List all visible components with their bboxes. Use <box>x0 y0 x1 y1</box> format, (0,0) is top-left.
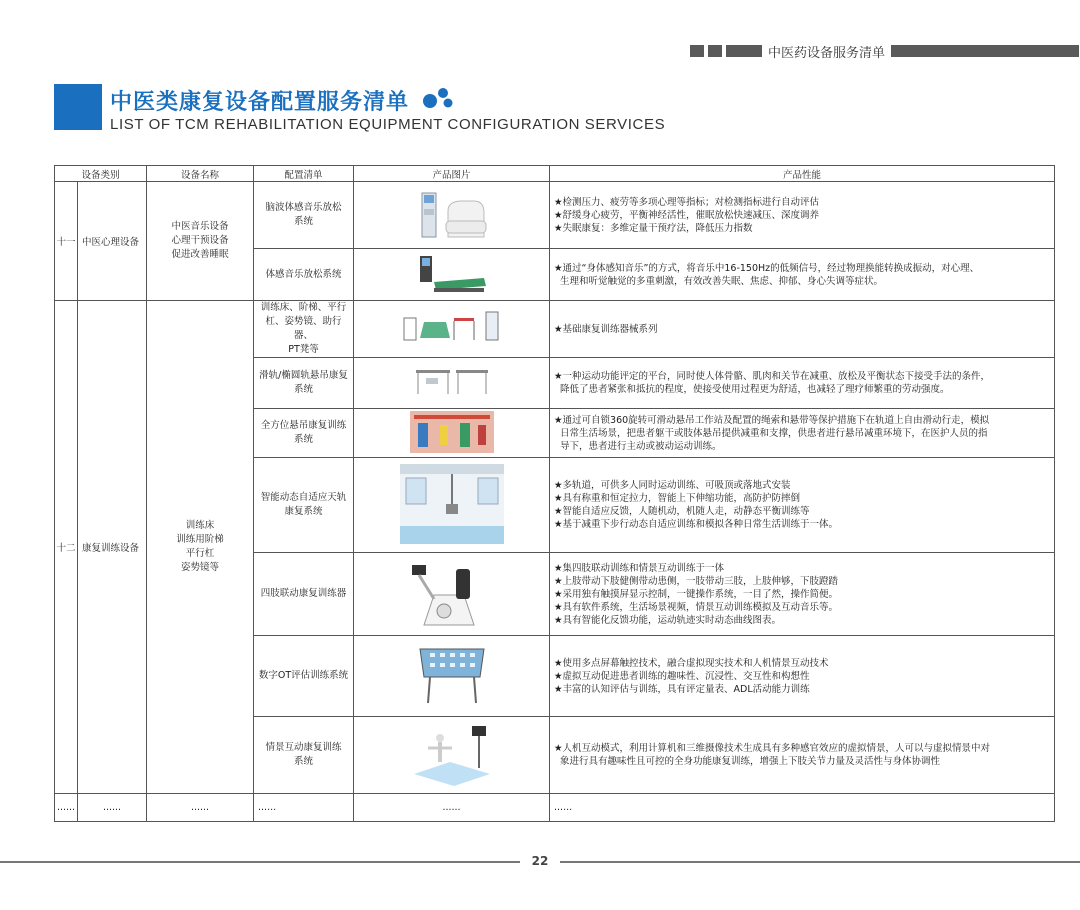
product-image <box>354 458 550 553</box>
performance-line: 象进行具有趣味性且可控的全身功能康复训练，增强上下肢关节力量及灵活性与身体协调性 <box>554 756 941 767</box>
performance-line: ★具有称重和恒定拉力，智能上下伸缩功能，高防护防摔倒 <box>554 493 801 504</box>
title-accent-block <box>54 84 102 130</box>
performance-line: 日常生活场景，把患者躯干或肢体悬吊提供减重和支撑，供患者进行悬吊减重环境下，在医护人员的指 <box>554 427 988 439</box>
performance-line: ★检测压力、疲劳等多项心理等指标；对检测指标进行自动评估 <box>554 196 820 208</box>
ellipsis-row <box>55 794 1055 822</box>
device-name: 中医音乐设备 心理干预设备 促进改善睡眠 <box>147 182 254 301</box>
table-row <box>55 301 1055 358</box>
ellipsis-cell: ...... <box>354 794 550 822</box>
config-item: 体感音乐放松系统 <box>254 249 354 301</box>
header-image: 产品图片 <box>354 166 550 182</box>
product-image <box>354 182 550 249</box>
performance-line: 生理和听觉触觉的多重刺激，有效改善失眠、焦虑、抑郁、身心失调等症状。 <box>554 275 884 287</box>
config-item: 滑轨/椭圆轨悬吊康复 系统 <box>254 358 354 409</box>
interactive-scene-icon <box>410 722 494 789</box>
ellipsis-cell: ...... <box>55 794 78 822</box>
ellipsis-cell: ...... <box>78 794 147 822</box>
performance-line: ★采用独有触摸屏显示控制，一键操作系统，一目了然，操作简便。 <box>554 588 839 600</box>
training-equipment-set-icon <box>402 308 502 351</box>
config-item: 脑波体感音乐放松 系统 <box>254 182 354 249</box>
rail-suspension-icon <box>412 366 492 401</box>
product-image <box>354 553 550 636</box>
ot-table-icon <box>410 643 494 710</box>
product-performance <box>550 358 1055 409</box>
performance-line: ★使用多点屏幕触控技术，融合虚拟现实技术和人机情景互动技术 <box>554 657 829 669</box>
page-number: 22 <box>531 854 549 868</box>
section-header <box>690 44 1079 61</box>
config-item: 训练床、阶梯、平行 杠、姿势镜、助行器、 PT凳等 <box>254 301 354 358</box>
product-performance <box>550 553 1055 636</box>
header-performance: 产品性能 <box>550 166 1055 182</box>
config-item: 智能动态自适应天轨 康复系统 <box>254 458 354 553</box>
group-category: 中医心理设备 <box>78 182 147 301</box>
performance-line: ★虚拟互动促进患者训练的趣味性、沉浸性、交互性和构想性 <box>554 670 810 682</box>
equipment-table <box>54 165 1055 822</box>
performance-line: 导下，患者进行主动或被动运动训练。 <box>554 440 722 452</box>
performance-line: ★舒缓身心疲劳，平衡神经活性，催眠放松快速减压、深度调养 <box>554 209 820 221</box>
product-image <box>354 409 550 458</box>
product-image <box>354 249 550 301</box>
group-number: 十一 <box>55 182 78 301</box>
config-item: 四肢联动康复训练器 <box>254 553 354 636</box>
header-config: 配置清单 <box>254 166 354 182</box>
performance-line: ★通过可自锁360旋转可滑动悬吊工作站及配置的绳索和悬带等保护措施下在轨道上自由滑动行走，模拟 <box>554 414 990 426</box>
performance-line: ★具有软件系统，生活场景视频，情景互动训练模拟及互动音乐等。 <box>554 601 839 613</box>
performance-line: ★具有智能化反馈功能，运动轨迹实时动态曲线图表。 <box>554 614 782 626</box>
product-image <box>354 717 550 794</box>
performance-line: ★人机互动模式，利用计算机和三维摄像技术生成具有多种感官效应的虚拟情景，人可以与虚拟情景中对 <box>554 743 991 754</box>
performance-line: ★多轨道，可供多人同时运动训练、可吸顶或落地式安装 <box>554 480 791 491</box>
table-row <box>55 182 1055 249</box>
header-bar-3 <box>726 45 762 57</box>
performance-line: ★失眠康复：多维定量干预疗法，降低压力指数 <box>554 222 753 234</box>
page-subtitle: LIST OF TCM REHABILITATION EQUIPMENT CONFIGURATION SERVICES <box>110 116 666 133</box>
product-performance <box>550 249 1055 301</box>
ellipsis-cell: ...... <box>254 794 354 822</box>
config-item: 全方位悬吊康复训练 系统 <box>254 409 354 458</box>
product-performance <box>550 301 1055 358</box>
section-label: 中医药设备服务清单 <box>768 45 886 61</box>
footer-line-left <box>0 861 520 863</box>
config-item: 数字OT评估训练系统 <box>254 636 354 717</box>
product-image <box>354 358 550 409</box>
product-performance <box>550 636 1055 717</box>
config-item: 情景互动康复训练 系统 <box>254 717 354 794</box>
product-performance <box>550 409 1055 458</box>
product-image <box>354 301 550 358</box>
performance-line: ★上肢带动下肢健侧带动患侧，一肢带动三肢，上肢伸够，下肢蹬踏 <box>554 575 839 587</box>
performance-line: ★基础康复训练器械系列 <box>554 323 658 335</box>
group-number: 十二 <box>55 301 78 794</box>
performance-line: ★基于减重下步行动态自适应训练和模拟各种日常生活训练于一体。 <box>554 519 839 530</box>
performance-line: ★丰富的认知评估与训练，具有评定量表、ADL活动能力训练 <box>554 683 810 695</box>
limb-trainer-icon <box>404 555 500 634</box>
suspension-room-icon <box>410 411 494 456</box>
header-device-name: 设备名称 <box>147 166 254 182</box>
performance-line: 降低了患者紧张和抵抗的程度，使接受使用过程更为舒适，也减轻了理疗师繁重的劳动强度。 <box>554 384 950 395</box>
group-category: 康复训练设备 <box>78 301 147 794</box>
performance-line: ★集四肢联动训练和情景互动训练于一体 <box>554 562 725 574</box>
music-relax-chair-icon <box>412 185 492 246</box>
performance-line: ★智能自适应反馈，人随机动，机随人走，动静态平衡训练等 <box>554 506 810 517</box>
header-bar-2 <box>708 45 722 57</box>
product-performance <box>550 182 1055 249</box>
ceiling-rail-room-icon <box>400 464 504 547</box>
product-image <box>354 636 550 717</box>
header-bar-1 <box>690 45 704 57</box>
product-performance <box>550 458 1055 553</box>
page-title: 中医类康复设备配置服务清单 <box>110 90 410 115</box>
performance-line: ★一种运动功能评定的平台，同时使人体骨骼、肌肉和关节在减重、放松及平衡状态下接受手法的条件， <box>554 371 991 382</box>
header-bar-4 <box>891 45 1079 57</box>
ellipsis-cell: ...... <box>550 794 1055 822</box>
ellipsis-cell: ...... <box>147 794 254 822</box>
header-category: 设备类别 <box>55 166 147 182</box>
footer-line-right <box>560 861 1080 863</box>
dots-icon <box>422 86 456 110</box>
device-name: 训练床 训练用阶梯 平行杠 姿势镜等 <box>147 301 254 794</box>
vibration-bed-icon <box>414 252 490 297</box>
performance-line: ★通过“身体感知音乐”的方式，将音乐中16-150Hz的低频信号，经过物理换能转换成振动，对心理、 <box>554 262 980 274</box>
table-header-row <box>55 166 1055 182</box>
product-performance <box>550 717 1055 794</box>
